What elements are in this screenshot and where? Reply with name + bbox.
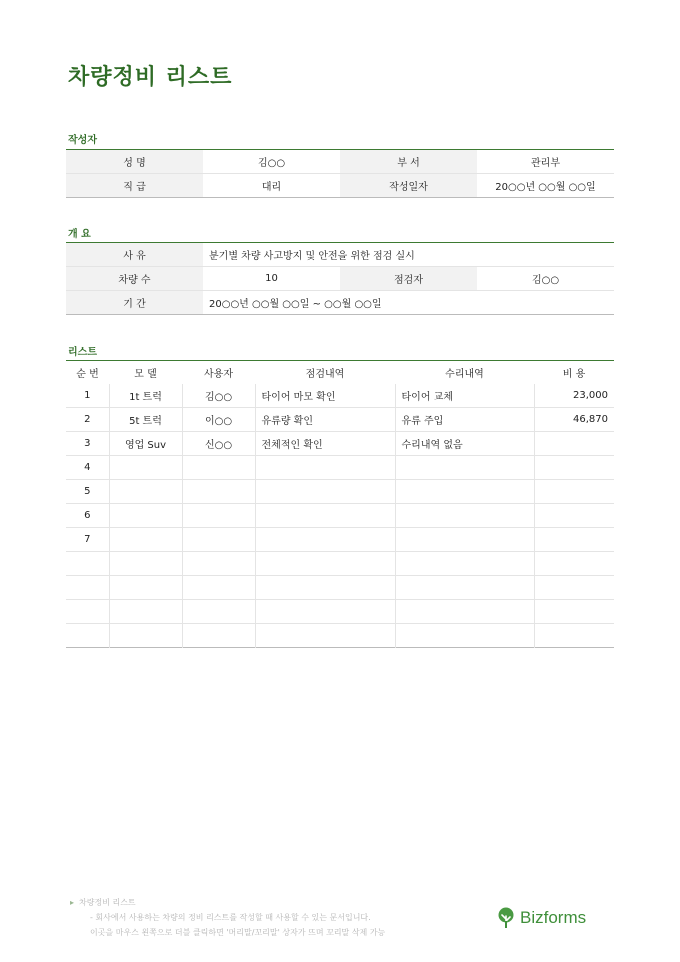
cell-number[interactable]: 3 [66,432,109,456]
vehicle-count-label: 차량 수 [66,267,203,291]
inspector-label: 점검자 [340,267,477,291]
cell-repair[interactable] [395,480,534,504]
cell-model[interactable] [109,456,182,480]
cell-number[interactable]: 4 [66,456,109,480]
cell-number[interactable] [66,552,109,576]
cell-repair[interactable] [395,504,534,528]
cell-cost[interactable] [534,432,614,456]
overview-row [66,243,614,267]
cell-number[interactable]: 1 [66,384,109,408]
cell-model[interactable]: 영업 Suv [109,432,182,456]
cell-inspection[interactable] [255,600,395,624]
col-header-repair: 수리내역 [395,361,534,385]
table-row [66,528,614,552]
table-row [66,456,614,480]
cell-user[interactable]: 김○○ [182,384,255,408]
cell-cost[interactable] [534,576,614,600]
date-label: 작성일자 [340,174,477,198]
cell-model[interactable]: 5t 트럭 [109,408,182,432]
cell-model[interactable] [109,480,182,504]
reason-label: 사 유 [66,243,203,267]
inspector-value[interactable]: 김○○ [477,267,614,291]
cell-model[interactable] [109,624,182,648]
vehicle-count-value[interactable]: 10 [203,267,340,291]
rank-value[interactable]: 대리 [261,182,282,193]
department-label: 부 서 [340,150,477,174]
cell-cost[interactable] [534,528,614,552]
footer-line-1: - 회사에서 사용하는 차량의 정비 리스트를 작성할 때 사용할 수 있는 문서입니다. [90,913,371,922]
cell-inspection[interactable] [255,504,395,528]
period-label: 기 간 [66,291,203,315]
cell-repair[interactable] [395,552,534,576]
col-header-cost: 비 용 [534,361,614,385]
author-row [66,150,614,174]
table-row [66,408,614,432]
table-row [66,384,614,408]
name-label: 성 명 [66,150,203,174]
cell-cost[interactable] [534,600,614,624]
cell-number[interactable]: 2 [66,408,109,432]
cell-model[interactable] [109,504,182,528]
author-section-label: 작성자 [68,135,97,146]
cell-user[interactable] [182,600,255,624]
cell-cost[interactable]: 23,000 [534,384,614,408]
cell-number[interactable] [66,576,109,600]
overview-section-label: 개 요 [68,229,91,240]
page-title: 차량정비 리스트 [68,65,233,90]
cell-user[interactable] [182,456,255,480]
overview-row [66,267,614,291]
footer [70,895,385,940]
overview-table [66,242,614,315]
cell-user[interactable] [182,504,255,528]
footer-line-2: 이곳을 마우스 왼쪽으로 더블 클릭하면 '머리말/꼬리말' 상자가 뜨며 꼬리말 삭제 가능 [90,928,386,937]
col-header-user: 사용자 [182,361,255,385]
table-row [66,432,614,456]
department-value[interactable]: 관리부 [477,150,614,174]
cell-number[interactable] [66,624,109,648]
cell-inspection[interactable]: 전체적인 확인 [255,432,395,456]
cell-inspection[interactable] [255,624,395,648]
cell-cost[interactable] [534,456,614,480]
cell-number[interactable]: 5 [66,480,109,504]
cell-repair[interactable]: 타이어 교체 [395,384,534,408]
col-header-number: 순 번 [66,361,109,385]
cell-repair[interactable] [395,576,534,600]
table-row [66,504,614,528]
cell-repair[interactable] [395,528,534,552]
cell-inspection[interactable] [255,576,395,600]
cell-user[interactable] [182,528,255,552]
author-row [66,174,614,198]
reason-value[interactable]: 분기별 차량 사고방지 및 안전을 위한 점검 실시 [203,243,614,267]
cell-inspection[interactable] [255,480,395,504]
cell-cost[interactable] [534,504,614,528]
footer-title: 차량정비 리스트 [79,898,136,907]
maintenance-list-table [66,360,614,648]
cell-model[interactable] [109,528,182,552]
cell-inspection[interactable] [255,528,395,552]
table-row [66,576,614,600]
cell-user[interactable] [182,480,255,504]
cell-number[interactable]: 6 [66,504,109,528]
cell-cost[interactable] [534,624,614,648]
cell-user[interactable] [182,624,255,648]
cell-user[interactable] [182,552,255,576]
cell-repair[interactable] [395,624,534,648]
cell-model[interactable] [109,576,182,600]
cell-user[interactable] [182,576,255,600]
cell-repair[interactable] [395,600,534,624]
list-header-row [66,361,614,385]
period-value[interactable]: 20○○년 ○○월 ○○일 ~ ○○월 ○○일 [209,299,382,310]
table-row [66,600,614,624]
author-table [66,149,614,198]
cell-inspection[interactable] [255,552,395,576]
cell-number[interactable] [66,600,109,624]
col-header-model: 모 델 [109,361,182,385]
date-value[interactable]: 20○○년 ○○월 ○○일 [495,182,596,193]
table-row [66,624,614,648]
cell-inspection[interactable]: 타이어 마모 확인 [255,384,395,408]
cell-cost[interactable] [534,552,614,576]
col-header-inspection: 점검내역 [255,361,395,385]
triangle-bullet-icon: ▸ [70,898,75,907]
cell-user[interactable]: 신○○ [182,432,255,456]
cell-cost[interactable]: 46,870 [534,408,614,432]
cell-repair[interactable] [395,456,534,480]
cell-repair[interactable]: 수리내역 없음 [395,432,534,456]
table-row [66,480,614,504]
rank-label: 직 급 [66,174,203,198]
cell-cost[interactable] [534,480,614,504]
overview-row [66,291,614,315]
cell-user[interactable]: 이○○ [182,408,255,432]
name-value[interactable]: 김○○ [203,150,340,174]
cell-model[interactable] [109,600,182,624]
cell-model[interactable] [109,552,182,576]
bizforms-logo [496,907,586,929]
table-row [66,552,614,576]
cell-number[interactable]: 7 [66,528,109,552]
tree-icon [496,907,516,929]
logo-text: Bizforms [520,908,587,927]
list-section-label: 리스트 [68,347,97,358]
cell-inspection[interactable] [255,456,395,480]
cell-repair[interactable]: 유류 주입 [395,408,534,432]
cell-inspection[interactable]: 유류량 확인 [255,408,395,432]
cell-model[interactable]: 1t 트럭 [109,384,182,408]
